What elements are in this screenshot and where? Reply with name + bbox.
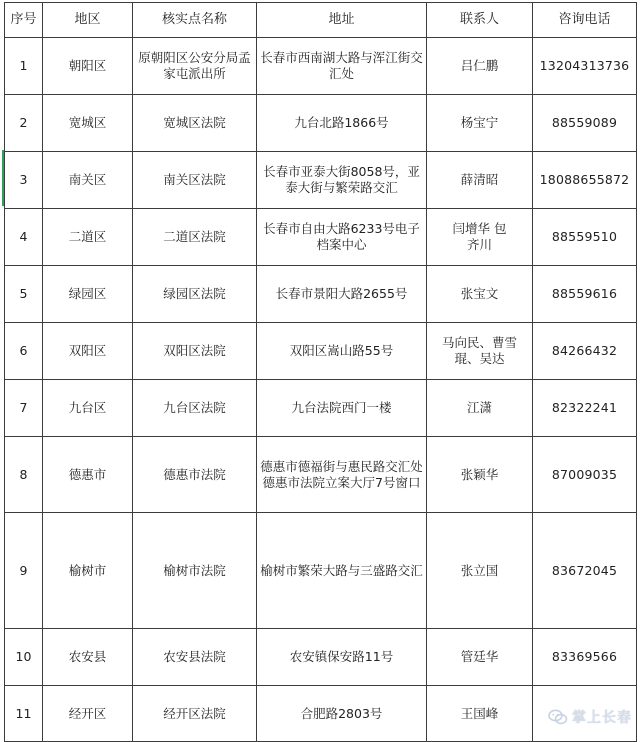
cell-site: 德惠市法院 [133,437,257,513]
cell-address: 九台北路1866号 [257,95,427,152]
table-row [5,437,637,513]
cell-site: 榆树市法院 [133,513,257,629]
cell-site: 双阳区法院 [133,323,257,380]
cell-phone: 13204313736 [533,38,637,95]
cell-contact: 闫增华 包齐川 [427,209,533,266]
cell-no: 7 [5,380,43,437]
cell-no: 10 [5,629,43,686]
cell-district: 朝阳区 [43,38,133,95]
cell-phone: 83672045 [533,513,637,629]
cell-address: 德惠市德福街与惠民路交汇处 德惠市法院立案大厅7号窗口 [257,437,427,513]
cell-contact: 张颖华 [427,437,533,513]
cell-phone: 82322241 [533,380,637,437]
cell-contact: 吕仁鹏 [427,38,533,95]
cell-no: 4 [5,209,43,266]
cell-site: 绿园区法院 [133,266,257,323]
cell-address: 农安镇保安路11号 [257,629,427,686]
cell-contact: 张立国 [427,513,533,629]
table-header-row [5,3,637,38]
table-row [5,38,637,95]
table-row [5,380,637,437]
header-contact: 联系人 [427,3,533,38]
cell-site: 九台区法院 [133,380,257,437]
cell-site: 宽城区法院 [133,95,257,152]
cell-no: 5 [5,266,43,323]
header-district: 地区 [43,3,133,38]
verification-sites-table [4,2,637,742]
cell-district: 绿园区 [43,266,133,323]
header-no: 序号 [5,3,43,38]
cell-no: 6 [5,323,43,380]
cell-district: 双阳区 [43,323,133,380]
header-phone: 咨询电话 [533,3,637,38]
cell-site: 二道区法院 [133,209,257,266]
table-row [5,95,637,152]
cell-district: 九台区 [43,380,133,437]
cell-site: 经开区法院 [133,686,257,742]
header-address: 地址 [257,3,427,38]
cell-phone: 87009035 [533,437,637,513]
cell-district: 经开区 [43,686,133,742]
cell-contact: 薛清昭 [427,152,533,209]
cell-contact: 管廷华 [427,629,533,686]
header-site: 核实点名称 [133,3,257,38]
cell-address: 长春市自由大路6233号电子档案中心 [257,209,427,266]
cell-phone: 83369566 [533,629,637,686]
cell-address: 双阳区嵩山路55号 [257,323,427,380]
cell-address: 长春市西南湖大路与浑江街交汇处 [257,38,427,95]
cell-site: 南关区法院 [133,152,257,209]
table-row [5,513,637,629]
cell-contact: 王国峰 [427,686,533,742]
table-row [5,266,637,323]
cell-no: 1 [5,38,43,95]
table-row [5,152,637,209]
cell-district: 榆树市 [43,513,133,629]
table-row [5,629,637,686]
watermark-text: 掌上长春 [572,710,632,726]
cell-site: 原朝阳区公安分局孟家屯派出所 [133,38,257,95]
cell-district: 宽城区 [43,95,133,152]
cell-contact: 马向民、曹雪琨、吴达 [427,323,533,380]
cell-address: 合肥路2803号 [257,686,427,742]
table-row [5,323,637,380]
cell-contact: 张宝文 [427,266,533,323]
cell-phone: 88559089 [533,95,637,152]
cell-district: 农安县 [43,629,133,686]
cell-no: 3 [5,152,43,209]
cell-phone: 88559510 [533,209,637,266]
cell-site: 农安县法院 [133,629,257,686]
cell-phone: 88559616 [533,266,637,323]
cell-phone: 84266432 [533,323,637,380]
cell-address: 榆树市繁荣大路与三盛路交汇 [257,513,427,629]
cell-no: 2 [5,95,43,152]
cell-district: 二道区 [43,209,133,266]
cell-district: 德惠市 [43,437,133,513]
cell-contact: 江潇 [427,380,533,437]
table-row [5,686,637,742]
cell-district: 南关区 [43,152,133,209]
cell-address: 长春市景阳大路2655号 [257,266,427,323]
cell-address: 长春市亚泰大街8058号，亚泰大街与繁荣路交汇 [257,152,427,209]
cell-address: 九台法院西门一楼 [257,380,427,437]
wechat-icon [548,709,568,725]
watermark [548,707,632,727]
cell-no: 8 [5,437,43,513]
cell-no: 9 [5,513,43,629]
table-row [5,209,637,266]
cell-no: 11 [5,686,43,742]
cell-contact: 杨宝宁 [427,95,533,152]
cell-phone: 18088655872 [533,152,637,209]
